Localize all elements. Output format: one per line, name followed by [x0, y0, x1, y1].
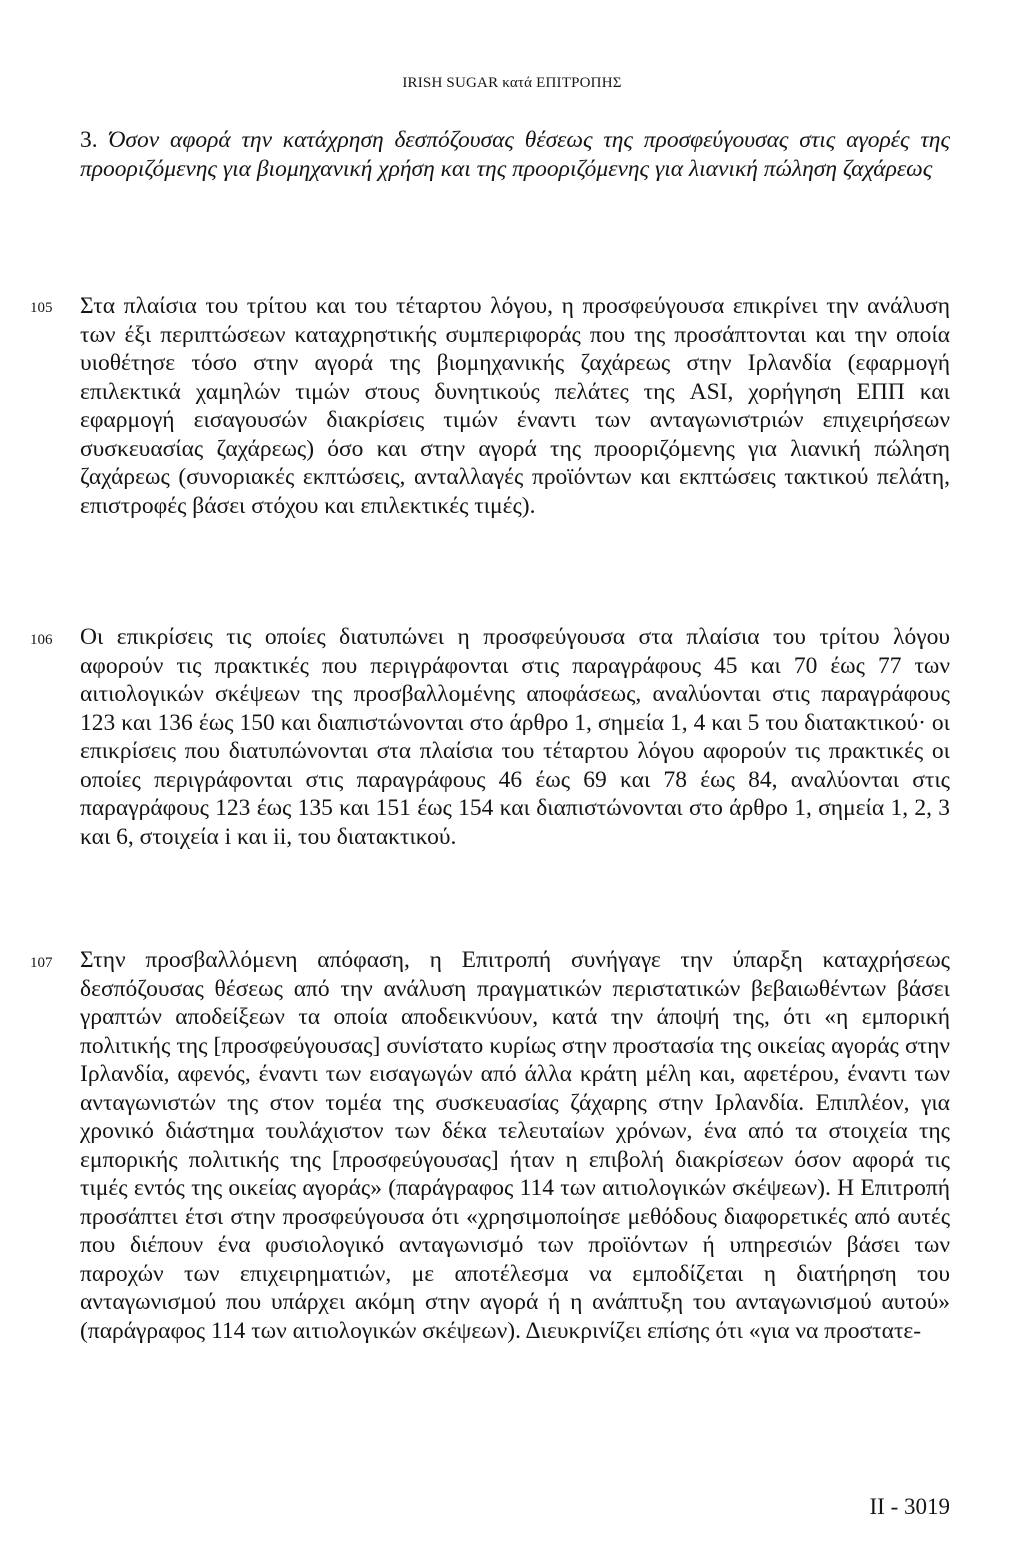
- page-number: II - 3019: [869, 1494, 950, 1519]
- section-title: Όσον αφορά την κατάχρηση δεσπόζουσας θέσεως της προσφεύγουσας στις αγορές της προοριζόμενης για βιομηχανική χρήση και της προοριζόμενης για λιανική πώληση ζαχάρεως: [80, 127, 950, 182]
- running-header: IRISH SUGAR κατά ΕΠΙΤΡΟΠΗΣ: [402, 75, 622, 91]
- paragraph-text: Οι επικρίσεις τις οποίες διατυπώνει η προσφεύγουσα στα πλαίσια του τρίτου λόγου αφορούν τις πρακτικές που περιγράφονται στις παραγράφους 45 και 70 έως 77 των αιτιολογικών σκέψεων της προσβαλλομένης αποφάσεως, αναλύονται στις παραγράφους 123 και 136 έως 150 και διαπιστώνονται στο άρθρο 1, σημεία 1, 4 και 5 του διατακτικού· οι επικρίσεις που διατυπώνονται στα πλαίσια του τέταρτου λόγου αφορούν τις πρακτικές οι οποίες περιγράφονται στις παραγράφους 46 έως 69 και 78 έως 84, αναλύονται στις παραγράφους 123 έως 135 και 151 έως 154 και διαπιστώνονται στο άρθρο 1, σημεία 1, 2, 3 και 6, στοιχεία i και ii, του διατακτικού.: [80, 624, 950, 850]
- section-heading: [80, 126, 950, 184]
- paragraph-text: Στην προσβαλλόμενη απόφαση, η Επιτροπή συνήγαγε την ύπαρξη καταχρήσεως δεσπόζουσας θέσεως από την ανάλυση πραγματικών περιστατικών βεβαιωθέντων βάσει γραπτών αποδείξεων τα οποία αποδεικνύουν, κατά την άποψή της, ότι «η εμπορική πολιτικής της [προσφεύγουσας] συνίστατο κυρίως στην προστασία της οικείας αγοράς στην Ιρλανδία, αφενός, έναντι των εισαγωγών από άλλα κράτη μέλη και, αφετέρου, έναντι των ανταγωνιστών της στον τομέα της συσκευασίας ζάχαρης στην Ιρλανδία. Επιπλέον, για χρονικό διάστημα τουλάχιστον των δέκα τελευταίων χρόνων, ένα από τα στοιχεία της εμπορικής πολιτικής της [προσφεύγουσας] ήταν η επιβολή διακρίσεων όσον αφορά τις τιμές εντός της οικείας αγοράς» (παράγραφος 114 των αιτιολογικών σκέψεων). Η Επιτροπή προσάπτει έτσι στην προσφεύγουσα ότι «χρησιμοποίησε μεθόδους διαφορετικές από αυτές που διέπουν ένα φυσιολογικό ανταγωνισμό των προϊόντων ή υπηρεσιών βάσει των παροχών των επιχειρηματιών, με αποτέλεσμα να εμποδίζεται η διατήρηση του ανταγωνισμού που υπάρχει ακόμη στην αγορά ή η ανάπτυξη του ανταγωνισμού αυτού» (παράγραφος 114 των αιτιολογικών σκέψεων). Διευκρινίζει επίσης ότι «για να προστατε-: [80, 947, 950, 1344]
- section-number: 3.: [80, 127, 98, 153]
- paragraph-number: 105: [30, 300, 53, 316]
- paragraph-number: 106: [30, 632, 53, 648]
- paragraph-number: 107: [30, 955, 53, 971]
- paragraph-text: Στα πλαίσια του τρίτου και του τέταρτου λόγου, η προσφεύγουσα επικρίνει την ανάλυση των έξι περιπτώσεων καταχρηστικής συμπεριφοράς που της προσάπτονται και την οποία υιοθέτησε τόσο στην αγορά της βιομηχανικής ζαχάρεως στην Ιρλανδία (εφαρμογή επιλεκτικά χαμηλών τιμών στους δυνητικούς πελάτες της ASI, χορήγηση ΕΠΠ και εφαρμογή εισαγουσών διακρίσεις τιμών έναντι των ανταγωνιστριών επιχειρήσεων συσκευασίας ζαχάρεως) όσο και στην αγορά της προοριζόμενης για λιανική πώληση ζαχάρεως (συνοριακές εκπτώσεις, ανταλλαγές προϊόντων και εκπτώσεις τακτικού πελάτη, επιστροφές βάσει στόχου και επιλεκτικές τιμές).: [80, 293, 950, 519]
